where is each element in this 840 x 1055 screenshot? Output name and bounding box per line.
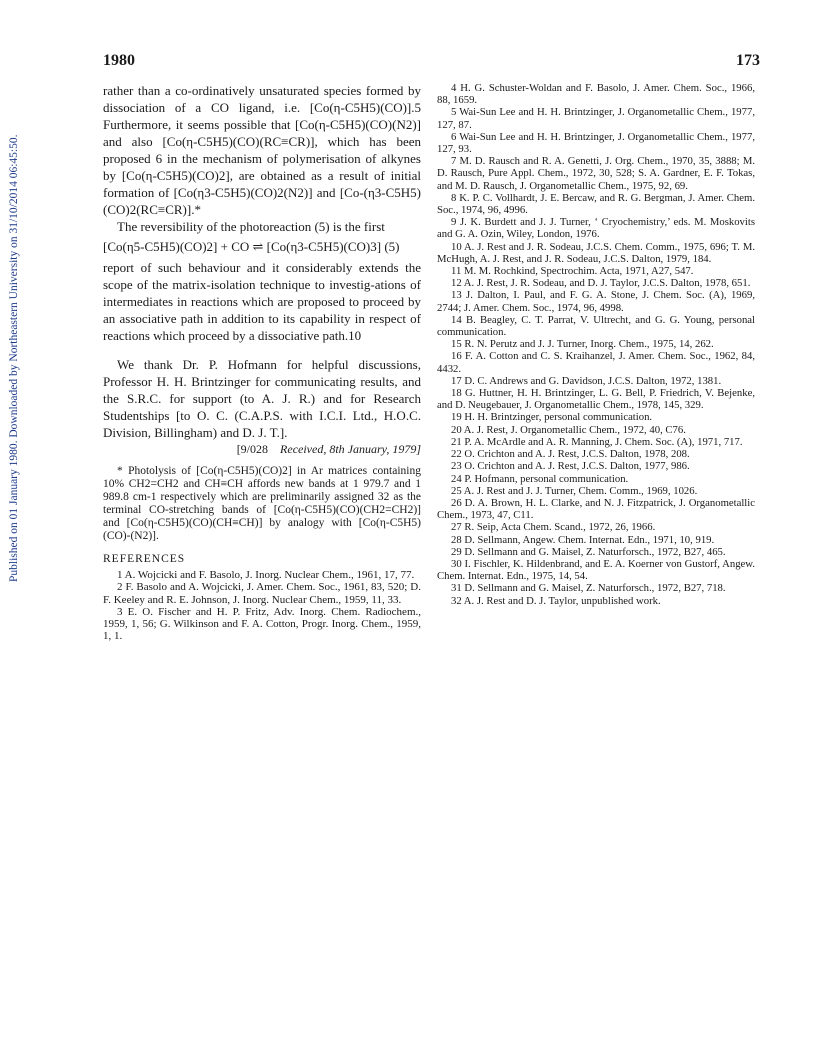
body-paragraph-2: The reversibility of the photoreaction (5) is the first: [117, 219, 385, 234]
reference-item: 11 M. M. Rochkind, Spectrochim. Acta, 1971, A27, 547.: [451, 265, 694, 278]
reference-item: 14 B. Beagley, C. T. Parrat, V. Ultrecht, and G. G. Young, personal communication.: [437, 313, 755, 339]
reference-item: 30 I. Fischler, K. Hildenbrand, and E. A. Koerner von Gustorf, Angew. Chem. Internat. Edn., 1975, 14, 54.: [437, 557, 755, 583]
reference-item: 15 R. N. Perutz and J. J. Turner, Inorg. Chem., 1975, 14, 262.: [451, 338, 714, 351]
body-paragraph-1: rather than a co-ordinatively unsaturated species formed by dissociation of a CO ligand, i.e. [Co(η-C5H5)(CO)].5 Furthermore, it seems possible that [Co(η-C5H5)(CO)(N2)] and also [Co(η-C5H5)(CO)(RC≡CR)], which has been proposed 6 in the mechanism of polymerisation of alkynes by [Co(η-C5H5)(CO)2], are obtained as a result of initial formation of [Co(η3-C5H5)(CO)2(N2)] and [Co-(η3-C5H5)(CO)2(RC≡CR)].*: [103, 83, 421, 217]
reference-item: 23 O. Crichton and A. J. Rest, J.C.S. Dalton, 1977, 986.: [451, 460, 690, 473]
reference-item: 26 D. A. Brown, H. L. Clarke, and N. J. Fitzpatrick, J. Organometallic Chem., 1973, 47, C11.: [437, 496, 755, 522]
reference-item: 13 J. Dalton, I. Paul, and F. G. A. Stone, J. Chem. Soc. (A), 1969, 2744; J. Amer. Chem. Soc., 1974, 96, 4998.: [437, 289, 755, 314]
reference-item: 12 A. J. Rest, J. R. Sodeau, and D. J. Taylor, J.C.S. Dalton, 1978, 651.: [451, 277, 751, 290]
reference-item: 32 A. J. Rest and D. J. Taylor, unpublished work.: [451, 594, 661, 607]
reference-item: 10 A. J. Rest and J. R. Sodeau, J.C.S. Chem. Comm., 1975, 696; T. M. McHugh, A. J. Rest, and J. R. Sodeau, J.C.S. Dalton, 1979, 184.: [437, 240, 755, 265]
right-column-references: [437, 82, 755, 607]
reference-item: 22 O. Crichton and A. J. Rest, J.C.S. Dalton, 1978, 208.: [451, 448, 690, 461]
manuscript-number: [9/028: [236, 442, 269, 456]
reference-item: 21 P. A. McArdle and A. R. Manning, J. Chem. Soc. (A), 1971, 717.: [451, 435, 743, 448]
reference-item: 18 G. Huttner, H. H. Brintzinger, L. G. Bell, P. Friedrich, V. Bejenke, and D. Neugebauer, J. Organometallic Chem., 1978, 145, 329.: [437, 387, 755, 412]
reference-item: 2 F. Basolo and A. Wojcicki, J. Amer. Chem. Soc., 1961, 83, 520; D. F. Keeley and R. E. Johnson, J. Inorg. Nuclear Chem., 1959, 11, 33.: [103, 581, 421, 606]
reference-item: 19 H. H. Brintzinger, personal communication.: [451, 411, 653, 424]
reference-item: 4 H. G. Schuster-Woldan and F. Basolo, J. Amer. Chem. Soc., 1966, 88, 1659.: [437, 82, 755, 107]
body-paragraph-3: report of such behaviour and it considerably extends the scope of the matrix-isolation technique to investig-ations of intermediates in reactions which are proposed to proceed by an associative path in addition to its capability in respect of reactions which proceed by a dissociative path.10: [103, 260, 421, 343]
reference-item: 3 E. O. Fischer and H. P. Fritz, Adv. Inorg. Chem. Radiochem., 1959, 1, 56; G. Wilkinson and F. A. Cotton, Progr. Inorg. Chem., 1959, 1, 1.: [103, 605, 421, 643]
reference-item: 1 A. Wojcicki and F. Basolo, J. Inorg. Nuclear Chem., 1961, 17, 77.: [117, 569, 415, 581]
equation-5: [Co(η5-C5H5)(CO)2] + CO ⇌ [Co(η3-C5H5)(CO)3] (5): [103, 239, 400, 254]
reference-item: 24 P. Hofmann, personal communication.: [451, 472, 629, 485]
reference-item: 27 R. Seip, Acta Chem. Scand., 1972, 26, 1966.: [451, 521, 656, 534]
reference-item: 8 K. P. C. Vollhardt, J. E. Bercaw, and R. G. Bergman, J. Amer. Chem. Soc., 1974, 96, 4996.: [437, 191, 755, 217]
left-column: [103, 82, 421, 643]
acknowledgement: We thank Dr. P. Hofmann for helpful discussions, Professor H. H. Brintzinger for communicating results, and the S.R.C. for support (to A. J. R.) and for Research Studentships [to O. C. (C.A.P.S. with I.C.I. Ltd., H.O.C. Division, Billingham) and D. J. T.].: [103, 357, 421, 440]
received-line: [103, 441, 421, 457]
reference-item: 25 A. J. Rest and J. J. Turner, Chem. Comm., 1969, 1026.: [451, 484, 698, 497]
page-number: 173: [736, 52, 760, 69]
reference-item: 28 D. Sellmann, Angew. Chem. Internat. Edn., 1971, 10, 919.: [451, 533, 715, 546]
reference-item: 6 Wai-Sun Lee and H. H. Brintzinger, J. Organometallic Chem., 1977, 127, 93.: [437, 130, 755, 156]
reference-item: 31 D. Sellmann and G. Maisel, Z. Naturforsch., 1972, B27, 718.: [451, 582, 726, 595]
reference-item: 29 D. Sellmann and G. Maisel, Z. Naturforsch., 1972, B27, 465.: [451, 545, 726, 558]
reference-item: 7 M. D. Rausch and R. A. Genetti, J. Org. Chem., 1970, 35, 3888; M. D. Rausch, Pure Appl. Chem., 1972, 30, 528; S. A. Gardner, E. F. Tokas, and M. D. Rausch, J. Organometallic Chem., 1975, 92, 69.: [437, 155, 755, 192]
reference-item: 17 D. C. Andrews and G. Davidson, J.C.S. Dalton, 1972, 1381.: [451, 374, 722, 387]
references-heading: REFERENCES: [103, 553, 186, 565]
reference-item: 5 Wai-Sun Lee and H. H. Brintzinger, J. Organometallic Chem., 1977, 127, 87.: [437, 106, 755, 131]
reference-item: 16 F. A. Cotton and C. S. Kraihanzel, J. Amer. Chem. Soc., 1962, 84, 4432.: [437, 350, 755, 375]
reference-item: 9 J. K. Burdett and J. J. Turner, ‘ Cryochemistry,’ eds. M. Moskovits and G. A. Ozin, Wiley, London, 1976.: [437, 216, 755, 241]
download-watermark: Published on 01 January 1980. Downloaded by Northeastern University on 31/10/2014 06:45:50.: [8, 134, 20, 582]
footnote: * Photolysis of [Co(η-C5H5)(CO)2] in Ar matrices containing 10% CH2=CH2 and CH≡CH affords new bands at 1 979.7 and 1 989.8 cm-1 respectively which are preliminarily assigned 32 as the terminal CO-stretching bands of [Co(η-C5H5)(CO)(CH2=CH2)] and [Co(η-C5H5)(CO)(CH≡CH)] by analogy with [Co(η-C5H5)(CO)-(N2)].: [103, 465, 421, 542]
reference-item: 20 A. J. Rest, J. Organometallic Chem., 1972, 40, C76.: [451, 423, 686, 436]
journal-year: 1980: [103, 52, 135, 69]
received-date: Received, 8th January, 1979]: [280, 442, 421, 456]
